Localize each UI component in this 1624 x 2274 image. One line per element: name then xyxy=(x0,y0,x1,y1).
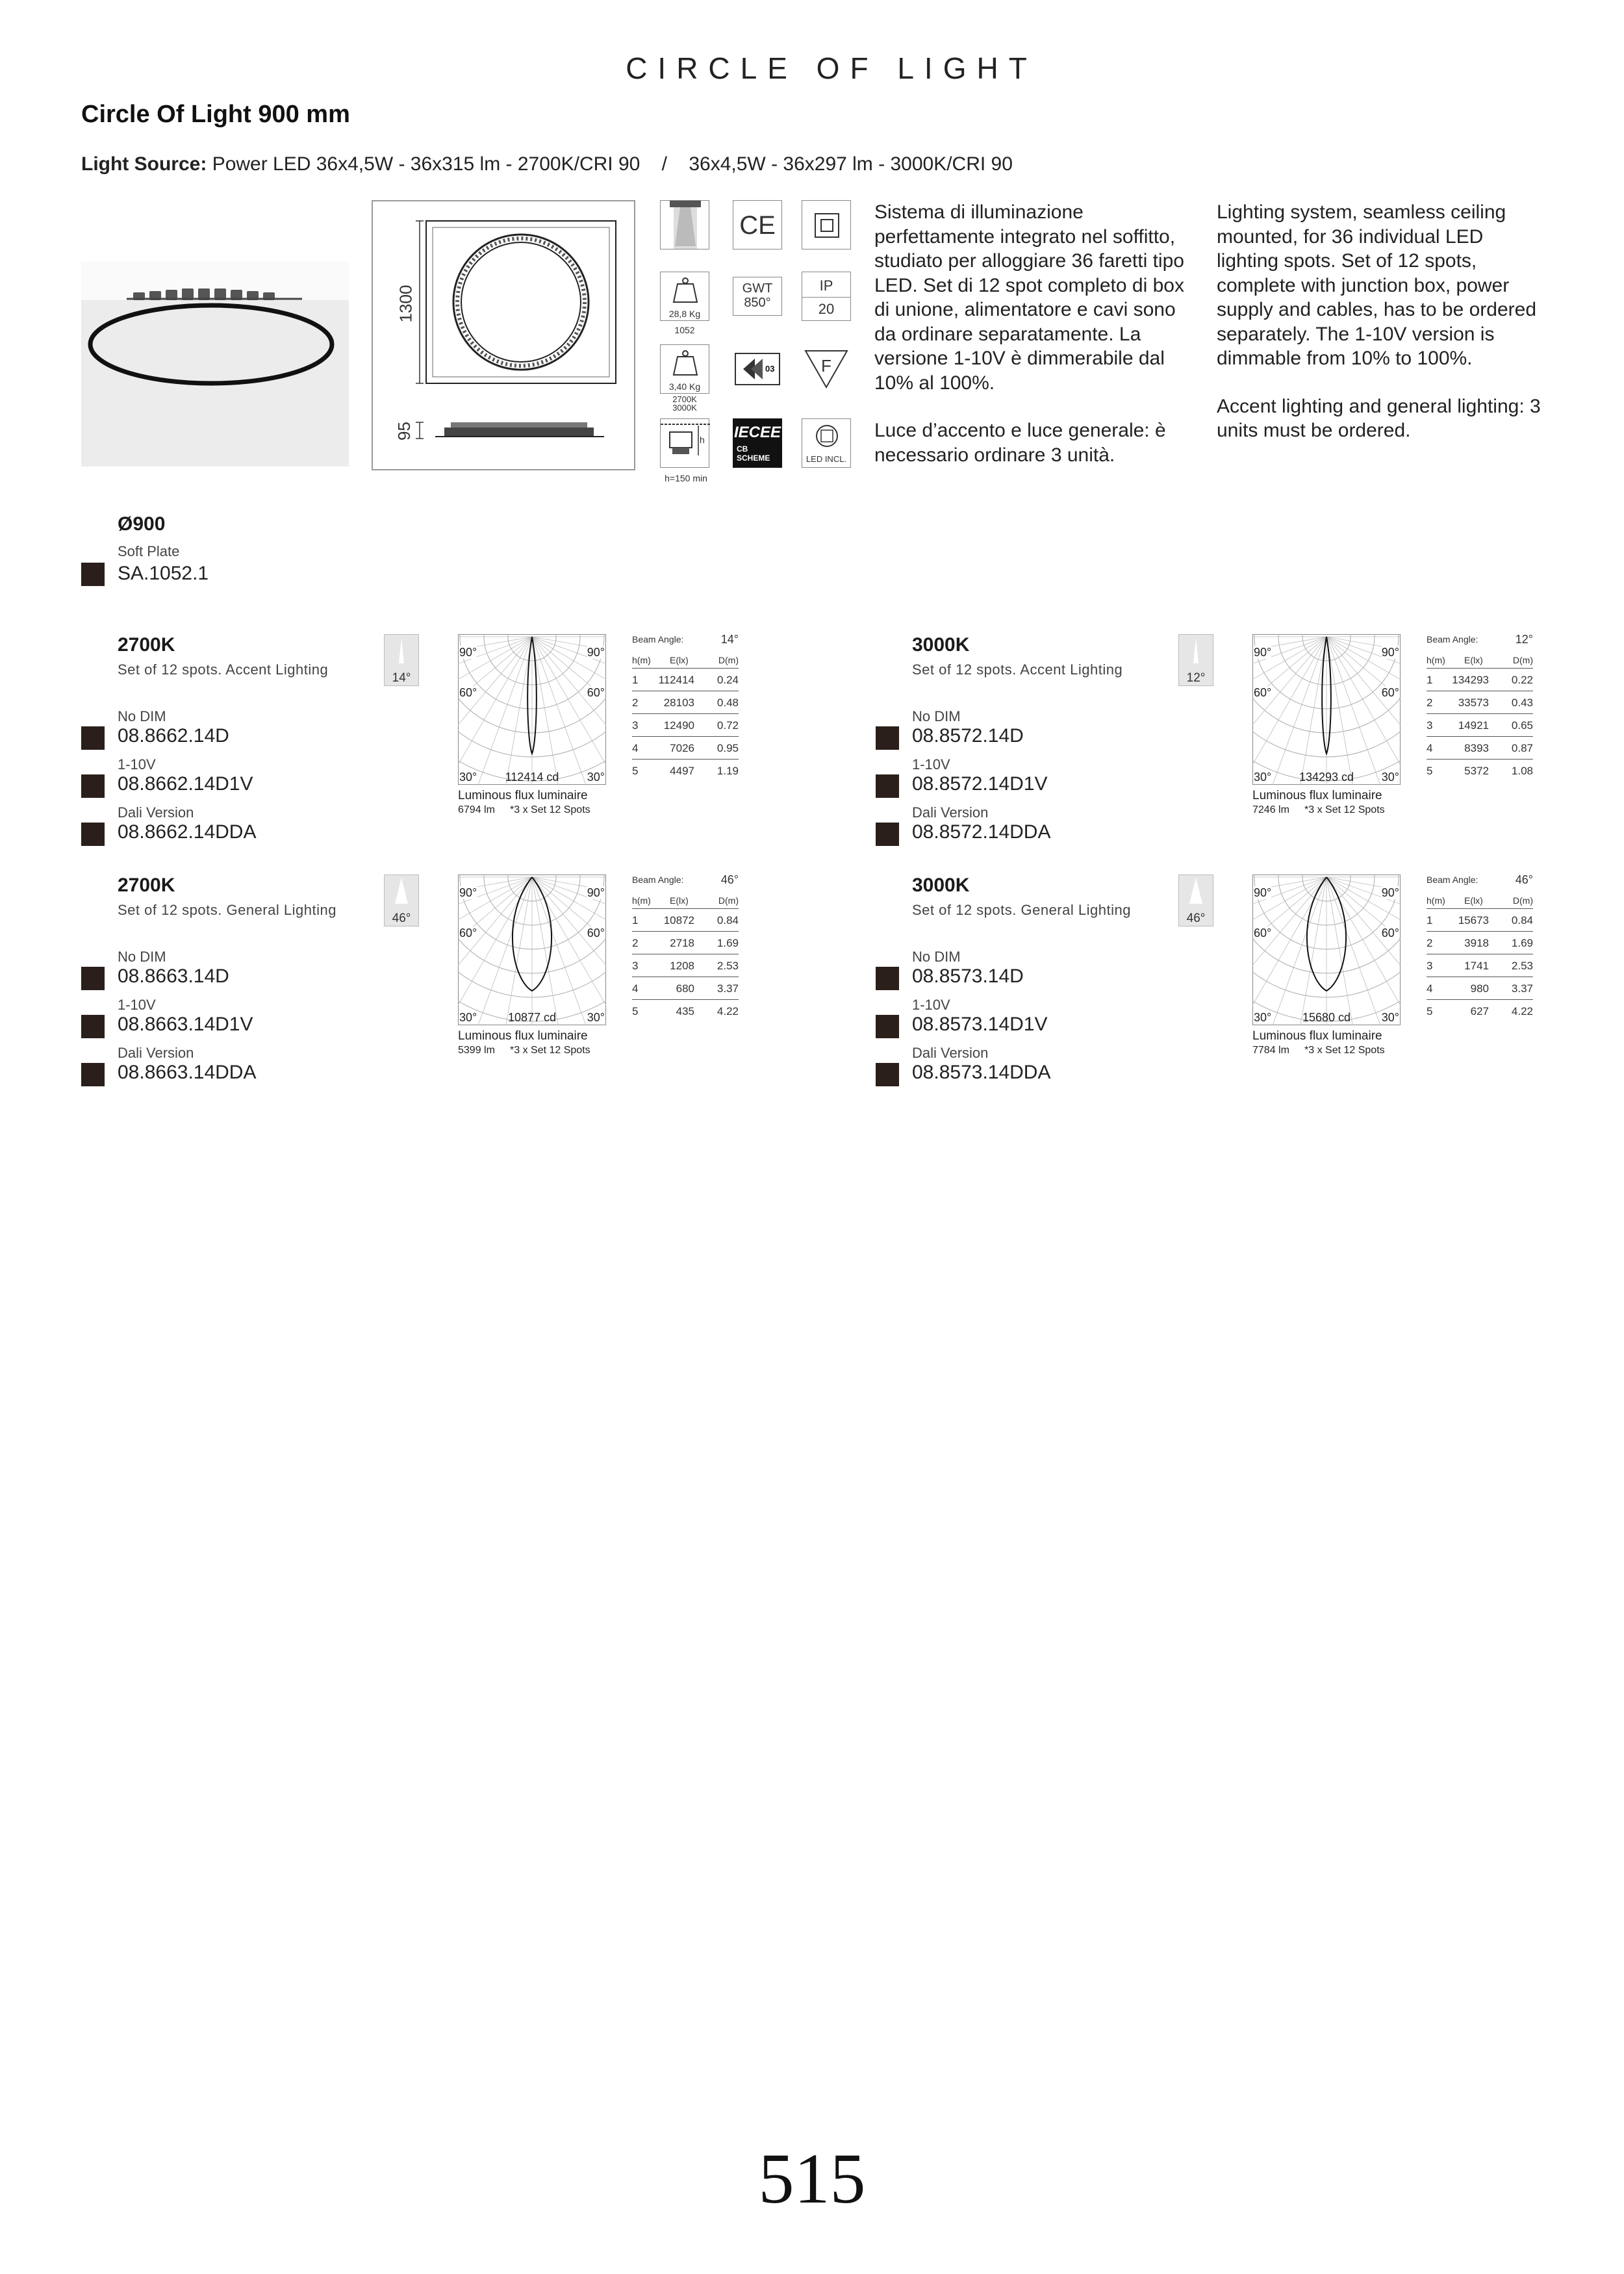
row-d: 3.37 xyxy=(1511,982,1533,995)
polar-diagram xyxy=(458,875,606,1025)
dim-height: 1300 xyxy=(396,285,416,323)
table-row xyxy=(1427,932,1533,954)
row-e: 1741 xyxy=(1464,960,1489,972)
ce-mark-icon: CE xyxy=(733,200,782,249)
beam-angle-value: 12° xyxy=(1515,633,1533,646)
col-h: h(m) xyxy=(1427,655,1445,665)
description-it-main: Sistema di illuminazione perfettamente integrato nel soffitto, studiato per alloggiare 36 faretti tipo LED. Set di 12 spot completo di box di unione, alimentatore e cavi sono da ordinare separatamente. La versione 1-10V è dimmerabile dal 10% al 100%. xyxy=(874,201,1184,394)
row-h: 3 xyxy=(632,719,639,732)
table-header xyxy=(632,895,739,909)
row-d: 0.87 xyxy=(1511,742,1533,754)
beam-angle-value: 46° xyxy=(1515,873,1533,886)
version-color-swatch xyxy=(876,823,899,846)
polar-spoke xyxy=(1252,877,1326,1025)
col-d: D(m) xyxy=(718,895,739,906)
weight-icon xyxy=(660,272,709,321)
plate-finish: Soft Plate xyxy=(118,543,180,559)
polar-spoke xyxy=(458,637,532,785)
polar-angle-label: 60° xyxy=(1381,926,1399,939)
illuminance-table xyxy=(1427,634,1533,782)
polar-angle-label: 30° xyxy=(1254,771,1272,784)
polar-angle-label: 90° xyxy=(1381,886,1399,899)
row-e: 680 xyxy=(676,982,694,995)
row-e: 1208 xyxy=(670,960,694,972)
flux-label: Luminous flux luminaire xyxy=(458,789,588,802)
row-h: 5 xyxy=(1427,1005,1433,1017)
version-label: 1-10V xyxy=(912,756,950,773)
row-h: 2 xyxy=(632,696,639,709)
table-row xyxy=(632,1000,739,1022)
polar-angle-label: 30° xyxy=(1381,771,1399,784)
table-header xyxy=(1427,655,1533,669)
polar-spoke xyxy=(458,877,532,1025)
polar-angle-label: 30° xyxy=(459,771,477,784)
polar-spoke xyxy=(1326,877,1401,1025)
polar-angle-label: 60° xyxy=(587,926,605,939)
polar-diagram xyxy=(1252,875,1401,1025)
version-label: 1-10V xyxy=(118,997,156,1013)
variant-set-label: Set of 12 spots. General Lighting xyxy=(912,902,1131,918)
table-row xyxy=(632,669,739,691)
version-code: 08.8662.14D1V xyxy=(118,773,253,795)
table-row xyxy=(1427,737,1533,760)
polar-spoke xyxy=(458,637,532,785)
weight-1-code: 1052 xyxy=(674,325,695,335)
beam-cone xyxy=(399,637,404,663)
row-e: 5372 xyxy=(1464,765,1489,777)
light-source-line xyxy=(81,153,1013,175)
version-color-swatch xyxy=(81,726,105,750)
row-e: 14921 xyxy=(1458,719,1489,732)
recess-height-icon: h xyxy=(660,418,709,468)
beam-angle-label: 14° xyxy=(392,671,411,685)
version-label: No DIM xyxy=(118,708,166,724)
row-e: 2718 xyxy=(670,937,694,949)
row-h: 3 xyxy=(1427,960,1433,972)
description-en-main: Lighting system, seamless ceiling mounted, for 36 individual LED lighting spots. Set of 12 spots, complete with junction box, power supply and cables, has to be ordered separately. The 1-10V version is dimmable from 10% to 100%. xyxy=(1217,201,1536,369)
version-label: Dali Version xyxy=(912,804,989,821)
polar-spoke xyxy=(532,877,606,1025)
row-d: 4.22 xyxy=(1511,1005,1533,1017)
row-e: 435 xyxy=(676,1005,694,1017)
iecee-cb-icon: IECEE CB SCHEME xyxy=(733,418,782,468)
variant-block xyxy=(81,869,796,1103)
plate-color-swatch xyxy=(81,563,105,586)
icons-grid xyxy=(660,200,855,486)
set-note: *3 x Set 12 Spots xyxy=(510,804,590,815)
row-h: 5 xyxy=(632,1005,639,1017)
table-row xyxy=(1427,977,1533,1000)
beam-angle-label: 46° xyxy=(1186,912,1206,925)
beam-angle-caption: Beam Angle: xyxy=(1427,634,1478,645)
col-d: D(m) xyxy=(1512,895,1533,906)
polar-angle-label: 60° xyxy=(1254,686,1272,699)
description-en-note: Accent lighting and general lighting: 3 units must be ordered. xyxy=(1217,395,1541,441)
set-note: *3 x Set 12 Spots xyxy=(1304,804,1385,815)
set-note: *3 x Set 12 Spots xyxy=(1304,1045,1385,1056)
polar-spoke xyxy=(532,877,606,1025)
beam-cone xyxy=(1189,878,1202,904)
table-row xyxy=(1427,1000,1533,1022)
version-color-swatch xyxy=(81,967,105,990)
polar-angle-label: 90° xyxy=(587,646,605,659)
version-code: 08.8662.14D xyxy=(118,725,229,747)
col-h: h(m) xyxy=(1427,895,1445,906)
row-h: 2 xyxy=(632,937,639,949)
row-h: 5 xyxy=(1427,765,1433,777)
product-photo xyxy=(81,261,349,466)
polar-spoke xyxy=(1252,637,1326,785)
table-row xyxy=(1427,909,1533,932)
variant-temp: 3000K xyxy=(912,875,970,896)
flux-value: 6794 lm xyxy=(458,804,495,815)
polar-angle-label: 60° xyxy=(1381,686,1399,699)
row-d: 1.08 xyxy=(1511,765,1533,777)
beam-angle-icon xyxy=(384,634,419,686)
polar-spoke xyxy=(1252,637,1326,785)
polar-spoke xyxy=(532,637,606,785)
version-code: 08.8573.14DDA xyxy=(912,1062,1051,1083)
polar-spoke xyxy=(1326,637,1401,785)
polar-angle-label: 30° xyxy=(587,1011,605,1024)
version-code: 08.8573.14D1V xyxy=(912,1014,1048,1035)
peak-intensity: 112414 cd xyxy=(505,771,559,784)
class-ii-icon xyxy=(802,200,851,249)
variant-temp: 2700K xyxy=(118,875,175,896)
polar-spoke xyxy=(458,877,532,1025)
version-code: 08.8572.14D1V xyxy=(912,773,1048,795)
polar-angle-label: 60° xyxy=(587,686,605,699)
beam-angle-caption: Beam Angle: xyxy=(1427,875,1478,885)
peak-intensity: 134293 cd xyxy=(1299,771,1354,784)
flux-label: Luminous flux luminaire xyxy=(458,1029,588,1043)
table-row xyxy=(632,932,739,954)
polar-spoke xyxy=(532,637,606,785)
technical-drawing xyxy=(372,200,635,470)
table-header xyxy=(1427,895,1533,909)
row-e: 12490 xyxy=(663,719,694,732)
row-h: 2 xyxy=(1427,937,1433,949)
row-d: 1.19 xyxy=(717,765,739,777)
polar-spoke xyxy=(532,637,606,785)
version-label: 1-10V xyxy=(912,997,950,1013)
polar-angle-label: 30° xyxy=(587,771,605,784)
table-row xyxy=(1427,714,1533,737)
version-label: No DIM xyxy=(912,708,961,724)
beam-angle-caption: Beam Angle: xyxy=(632,634,684,645)
beam-cone xyxy=(1193,637,1199,663)
version-color-swatch xyxy=(81,823,105,846)
polar-spoke xyxy=(1252,637,1326,785)
polar-angle-label: 60° xyxy=(1254,926,1272,939)
version-color-swatch xyxy=(876,1063,899,1086)
row-e: 980 xyxy=(1470,982,1489,995)
polar-angle-label: 90° xyxy=(1381,646,1399,659)
flux-value: 7784 lm xyxy=(1252,1045,1289,1056)
row-d: 2.53 xyxy=(1511,960,1533,972)
version-code: 08.8663.14D xyxy=(118,965,229,987)
row-e: 4497 xyxy=(670,765,694,777)
variant-temp: 2700K xyxy=(118,634,175,656)
polar-spoke xyxy=(1326,637,1401,785)
row-d: 4.22 xyxy=(717,1005,739,1017)
variant-set-label: Set of 12 spots. Accent Lighting xyxy=(912,661,1123,678)
row-e: 627 xyxy=(1470,1005,1489,1017)
polar-spoke xyxy=(1252,877,1326,1025)
row-d: 0.84 xyxy=(1511,914,1533,926)
polar-angle-label: 30° xyxy=(1254,1011,1272,1024)
table-row xyxy=(632,760,739,782)
beam-angle-value: 14° xyxy=(720,633,739,646)
row-d: 2.53 xyxy=(717,960,739,972)
row-d: 1.69 xyxy=(717,937,739,949)
enec-icon: 03 xyxy=(733,344,782,394)
description-it-note: Luce d’accento e luce generale: è necessario ordinare 3 unità. xyxy=(874,420,1166,466)
polar-angle-label: 90° xyxy=(459,646,477,659)
beam-angle-label: 46° xyxy=(392,912,411,925)
row-d: 3.37 xyxy=(717,982,739,995)
beam-icon xyxy=(660,200,709,249)
peak-intensity: 10877 cd xyxy=(507,1011,557,1024)
illuminance-table xyxy=(1427,875,1533,1022)
row-h: 4 xyxy=(1427,742,1433,754)
version-code: 08.8573.14D xyxy=(912,965,1024,987)
row-d: 0.72 xyxy=(717,719,739,732)
product-title: Circle Of Light 900 mm xyxy=(81,101,350,128)
led-included-icon: LED INCL. xyxy=(802,418,851,468)
table-row xyxy=(632,954,739,977)
table-row xyxy=(632,714,739,737)
beam-angle-icon xyxy=(1178,634,1213,686)
col-d: D(m) xyxy=(718,655,739,665)
recess-min: h=150 min xyxy=(665,473,707,483)
row-e: 8393 xyxy=(1464,742,1489,754)
version-label: 1-10V xyxy=(118,756,156,773)
row-e: 134293 xyxy=(1452,674,1489,686)
weight-2-temps xyxy=(660,395,709,412)
row-d: 0.24 xyxy=(717,674,739,686)
table-row xyxy=(632,691,739,714)
col-d: D(m) xyxy=(1512,655,1533,665)
brand-title: CIRCLE OF LIGHT xyxy=(626,51,1037,85)
page-number: 515 xyxy=(758,2139,866,2218)
row-d: 0.84 xyxy=(717,914,739,926)
version-code: 08.8572.14D xyxy=(912,725,1024,747)
row-h: 4 xyxy=(632,742,639,754)
flux-value: 7246 lm xyxy=(1252,804,1289,815)
row-h: 3 xyxy=(1427,719,1433,732)
row-h: 1 xyxy=(632,674,639,686)
polar-angle-label: 30° xyxy=(1381,1011,1399,1024)
plate-code: SA.1052.1 xyxy=(118,563,209,584)
col-e: E(lx) xyxy=(1464,655,1483,665)
polar-spoke xyxy=(532,877,606,1025)
table-row xyxy=(632,737,739,760)
row-d: 1.69 xyxy=(1511,937,1533,949)
table-row xyxy=(1427,669,1533,691)
flux-label: Luminous flux luminaire xyxy=(1252,1029,1382,1043)
row-d: 0.95 xyxy=(717,742,739,754)
light-source-label: Light Source: xyxy=(81,153,207,175)
version-label: No DIM xyxy=(118,949,166,965)
polar-diagram xyxy=(458,634,606,785)
weight-2-temp-a: 2700K xyxy=(672,394,697,404)
table-row xyxy=(1427,760,1533,782)
version-color-swatch xyxy=(876,967,899,990)
version-color-swatch xyxy=(81,1063,105,1086)
table-row xyxy=(632,977,739,1000)
row-e: 3918 xyxy=(1464,937,1489,949)
row-e: 15673 xyxy=(1458,914,1489,926)
row-h: 3 xyxy=(632,960,639,972)
beam-angle-label: 12° xyxy=(1186,671,1206,685)
weight-2-icon xyxy=(660,344,709,394)
class-f-icon: F xyxy=(802,344,851,394)
flux-label: Luminous flux luminaire xyxy=(1252,789,1382,802)
row-e: 7026 xyxy=(670,742,694,754)
glow-wire-icon: GWT 850° xyxy=(733,277,782,316)
version-color-swatch xyxy=(876,774,899,798)
variant-block xyxy=(876,629,1590,863)
table-row xyxy=(1427,954,1533,977)
version-label: Dali Version xyxy=(912,1045,989,1061)
col-e: E(lx) xyxy=(670,895,689,906)
light-source-value: Power LED 36x4,5W - 36x315 lm - 2700K/CRI 90 / 36x4,5W - 36x297 lm - 3000K/CRI 90 xyxy=(212,153,1013,175)
row-h: 1 xyxy=(1427,674,1433,686)
illuminance-table xyxy=(632,875,739,1022)
ip-rating-icon: IP 20 xyxy=(802,272,851,321)
version-code: 08.8662.14DDA xyxy=(118,821,257,843)
weight-1: 28,8 Kg xyxy=(668,309,701,319)
table-row xyxy=(1427,691,1533,714)
polar-angle-label: 60° xyxy=(459,926,477,939)
weight-2-temp-b: 3000K xyxy=(672,403,697,413)
description-en xyxy=(1217,200,1542,443)
row-h: 1 xyxy=(632,914,639,926)
polar-spoke xyxy=(458,877,532,1025)
variant-set-label: Set of 12 spots. General Lighting xyxy=(118,902,336,918)
polar-angle-label: 90° xyxy=(1254,646,1272,659)
row-h: 5 xyxy=(632,765,639,777)
table-row xyxy=(632,909,739,932)
beam-angle-icon xyxy=(384,875,419,926)
col-e: E(lx) xyxy=(1464,895,1483,906)
beam-angle-caption: Beam Angle: xyxy=(632,875,684,885)
version-code: 08.8572.14DDA xyxy=(912,821,1051,843)
beam-cone xyxy=(395,878,408,904)
plate-size: Ø900 xyxy=(118,513,166,535)
version-label: Dali Version xyxy=(118,804,194,821)
row-e: 10872 xyxy=(663,914,694,926)
weight-2: 3,40 Kg xyxy=(668,381,701,392)
polar-diagram xyxy=(1252,634,1401,785)
table-header xyxy=(632,655,739,669)
row-d: 0.43 xyxy=(1511,696,1533,709)
row-h: 4 xyxy=(1427,982,1433,995)
description-it xyxy=(874,200,1199,467)
variant-temp: 3000K xyxy=(912,634,970,656)
version-color-swatch xyxy=(876,1015,899,1038)
version-color-swatch xyxy=(81,1015,105,1038)
flux-value: 5399 lm xyxy=(458,1045,495,1056)
row-h: 1 xyxy=(1427,914,1433,926)
peak-intensity: 15680 cd xyxy=(1302,1011,1351,1024)
row-e: 28103 xyxy=(663,696,694,709)
col-h: h(m) xyxy=(632,895,651,906)
beam-angle-icon xyxy=(1178,875,1213,926)
variant-block xyxy=(81,629,796,863)
variant-set-label: Set of 12 spots. Accent Lighting xyxy=(118,661,329,678)
polar-angle-label: 90° xyxy=(587,886,605,899)
polar-spoke xyxy=(1326,877,1401,1025)
polar-angle-label: 90° xyxy=(459,886,477,899)
row-d: 0.22 xyxy=(1511,674,1533,686)
row-e: 33573 xyxy=(1458,696,1489,709)
version-code: 08.8663.14DDA xyxy=(118,1062,257,1083)
row-d: 0.48 xyxy=(717,696,739,709)
row-d: 0.65 xyxy=(1511,719,1533,732)
col-e: E(lx) xyxy=(670,655,689,665)
row-h: 4 xyxy=(632,982,639,995)
beam-angle-value: 46° xyxy=(720,873,739,886)
polar-spoke xyxy=(1326,637,1401,785)
polar-spoke xyxy=(458,637,532,785)
version-color-swatch xyxy=(81,774,105,798)
polar-spoke xyxy=(1326,877,1401,1025)
version-color-swatch xyxy=(876,726,899,750)
polar-spoke xyxy=(1252,877,1326,1025)
dim-depth: 95 xyxy=(394,422,414,441)
col-h: h(m) xyxy=(632,655,651,665)
row-e: 112414 xyxy=(658,674,694,686)
version-code: 08.8663.14D1V xyxy=(118,1014,253,1035)
variant-block xyxy=(876,869,1590,1103)
version-label: No DIM xyxy=(912,949,961,965)
illuminance-table xyxy=(632,634,739,782)
set-note: *3 x Set 12 Spots xyxy=(510,1045,590,1056)
polar-angle-label: 30° xyxy=(459,1011,477,1024)
version-label: Dali Version xyxy=(118,1045,194,1061)
polar-angle-label: 60° xyxy=(459,686,477,699)
polar-angle-label: 90° xyxy=(1254,886,1272,899)
row-h: 2 xyxy=(1427,696,1433,709)
